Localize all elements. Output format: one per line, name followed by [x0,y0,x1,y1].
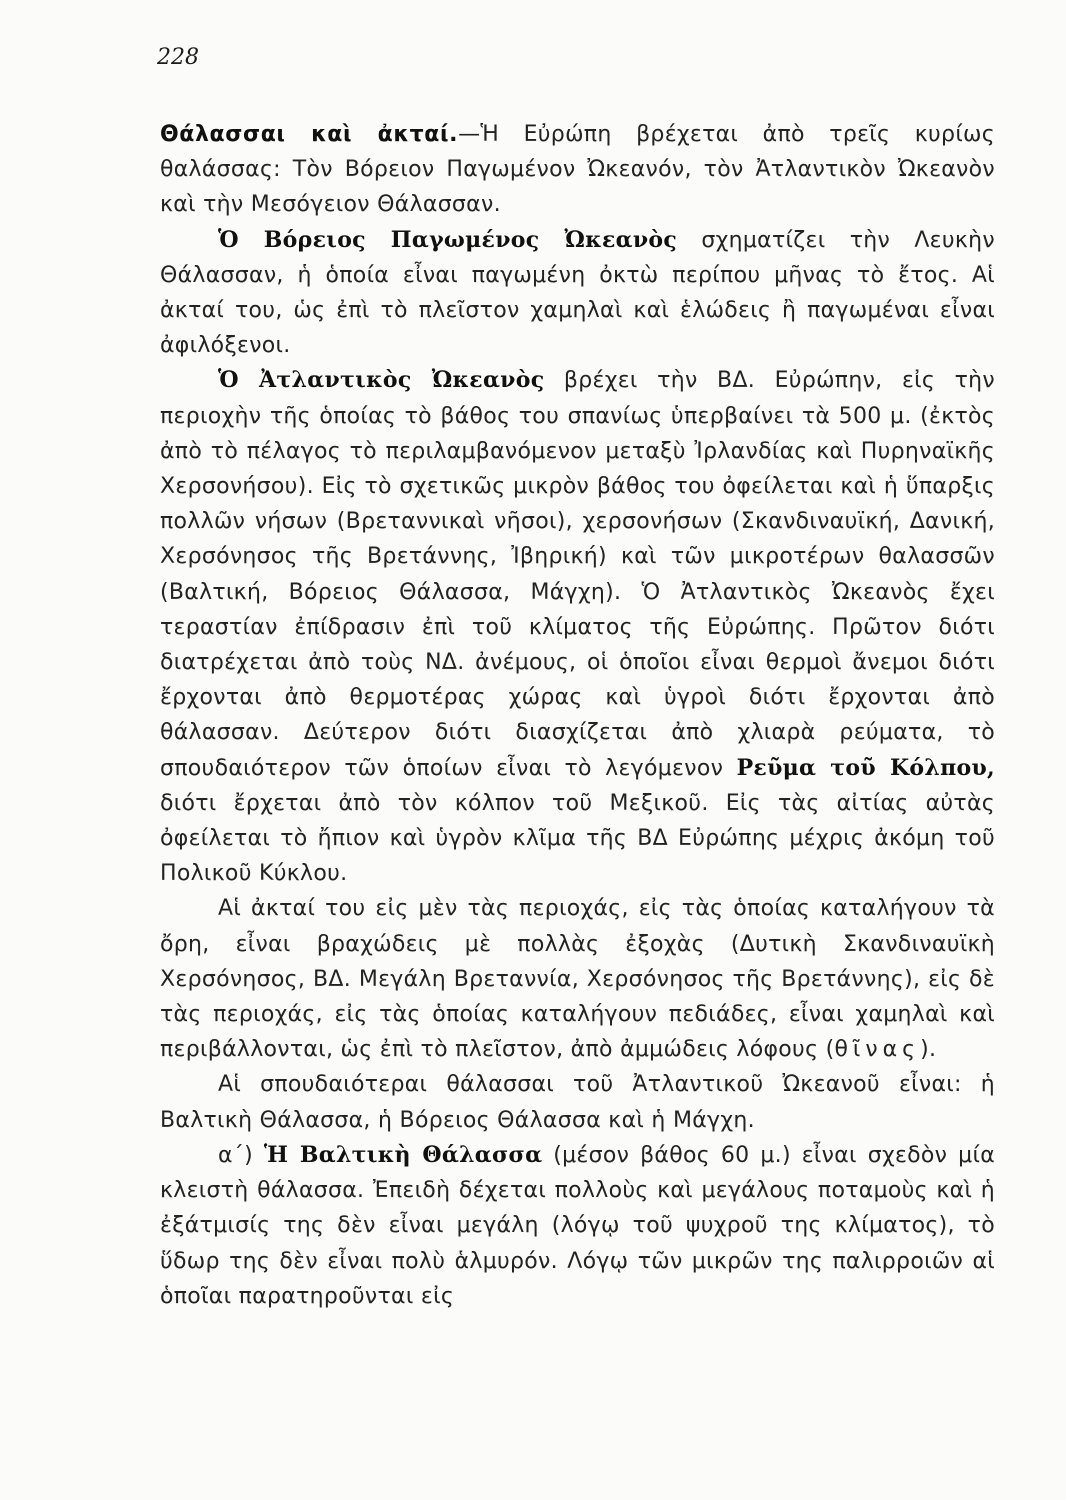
list-label: α΄) [218,1142,264,1168]
paragraph-arctic-ocean [160,223,995,364]
paragraph-text: βρέχει τὴν ΒΔ. Εὐρώπην, εἰς τὴν περιοχὴν τῆς ὁποίας τὸ βάθος του σπανίως ὑπερβαίνει τὰ 500 μ. (ἐκτὸς ἀπὸ τὸ πέλαγος τὸ περιλαμβανόμενον μεταξὺ Ἰρλανδίας καὶ Πυρηναϊκῆς Χερσονήσου). Εἰς τὸ σχετικῶς μικρὸν βάθος του ὀφείλεται καὶ ἡ ὕπαρξις πολλῶν νήσων (Βρεταννικαὶ νῆσοι), χερσονήσων (Σκανδιναυϊκή, Δανική, Χερσόνησος τῆς Βρετάννης, Ἰβηρική) καὶ τῶν μικροτέρων θαλασσῶν (Βαλτική, Βόρειος Θάλασσα, Μάγχη). Ὁ Ἀτλαντικὸς Ὠκεανὸς ἔχει τεραστίαν ἐπίδρασιν ἐπὶ τοῦ κλίματος τῆς Εὐρώπης. Πρῶτον διότι διατρέχεται ἀπὸ τοὺς ΝΔ. ἀνέμους, οἱ ὁποῖοι εἶναι θερμοὶ ἄνεμοι διότι ἔρχονται ἀπὸ θερμοτέρας χώρας καὶ ὑγροὶ διότι ἔρχονται ἀπὸ θάλασσαν. Δεύτερον διότι διασχίζεται ἀπὸ χλιαρὰ ρεύματα, τὸ σπουδαιότερον τῶν ὁποίων εἶναι τὸ λεγόμενον [160,368,996,781]
section-heading: Θάλασσαι καὶ ἀκταί. [160,122,459,147]
bold-term: Ἡ Βαλτικὴ Θάλασσα [263,1141,543,1168]
paragraph-text: ). [920,1037,937,1063]
paragraph-intro [160,117,995,223]
paragraph-text: Αἱ ἀκταί του εἰς μὲν τὰς περιοχάς, εἰς τὰς ὁποίας καταλήγουν τὰ ὄρη, εἶναι βραχώδεις μὲ πολλὰς ἐξοχὰς (Δυτικὴ Σκανδιναυϊκὴ Χερσόνησος, ΒΔ. Μεγάλη Βρεταννία, Χερσόνησος τῆς Βρετάννης), εἰς δὲ τὰς περιοχάς, εἰς τὰς ὁποίας καταλήγουν πεδιάδες, εἶναι χαμηλαὶ καὶ περιβάλλονται, ὡς ἐπὶ τὸ πλεῖστον, ἀπὸ ἀμμώδεις λόφους ( [160,896,995,1063]
paragraph-baltic-sea [160,1138,995,1314]
bold-term: Ὁ Βόρειος Παγωμένος Ὠκεανὸς [218,226,678,253]
paragraph-text: σχηματίζει τὴν Λευκὴν Θάλασσαν, ἡ ὁποία εἶναι παγωμένη ὀκτὼ περίπου μῆνας τὸ ἔτος. Αἱ ἀκταί του, ὡς ἐπὶ τὸ πλεῖστον χαμηλαὶ καὶ ἑλώδεις ἢ παγωμέναι εἶναι ἀφιλόξενοι. [160,227,995,359]
page-number: 228 [157,45,199,70]
paragraph-text: —Ἡ Εὐρώπη βρέχεται ἀπὸ τρεῖς κυρίως θαλάσσας: Τὸν Βόρειον Παγωμένον Ὠκεανόν, τὸν Ἀτλαντικὸν Ὠκεανὸν καὶ τὴν Μεσόγειον Θάλασσαν. [160,122,995,218]
bold-term-gulf-stream: Ρεῦμα τοῦ Κόλπου, [736,754,995,781]
paragraph-atlantic-ocean [160,363,995,891]
paragraph-text: (μέσον βάθος 60 μ.) εἶναι σχεδὸν μία κλειστὴ θάλασσα. Ἐπειδὴ δέχεται πολλοὺς καὶ μεγάλους ποταμοὺς καὶ ἡ ἐξάτμισίς της δὲν εἶναι μεγάλη (λόγῳ τοῦ ψυχροῦ της κλίματος), τὸ ὕδωρ της δὲν εἶναι πολὺ ἁλμυρόν. Λόγῳ τῶν μικρῶν της παλιρροιῶν αἱ ὁποῖαι παρατηροῦνται εἰς [160,1142,995,1309]
body-text [160,117,995,1314]
paragraph-text: διότι ἔρχεται ἀπὸ τὸν κόλπον τοῦ Μεξικοῦ. Εἰς τὰς αἰτίας αὐτὰς ὀφείλεται τὸ ἤπιον καὶ ὑγρὸν κλῖμα τῆς ΒΔ Εὐρώπης μέχρις ἀκόμη τοῦ Πολικοῦ Κύκλου. [160,790,995,887]
spaced-term: θῖνας [834,1037,921,1063]
bold-term: Ὁ Ἀτλαντικὸς Ὠκεανὸς [218,367,545,394]
paragraph-important-seas [160,1067,995,1137]
paragraph-text: Αἱ σπουδαιότεραι θάλασσαι τοῦ Ἀτλαντικοῦ Ὠκεανοῦ εἶναι: ἡ Βαλτικὴ Θάλασσα, ἡ Βόρειος Θάλασσα καὶ ἡ Μάγχη. [160,1072,995,1133]
paragraph-coasts [160,891,995,1067]
